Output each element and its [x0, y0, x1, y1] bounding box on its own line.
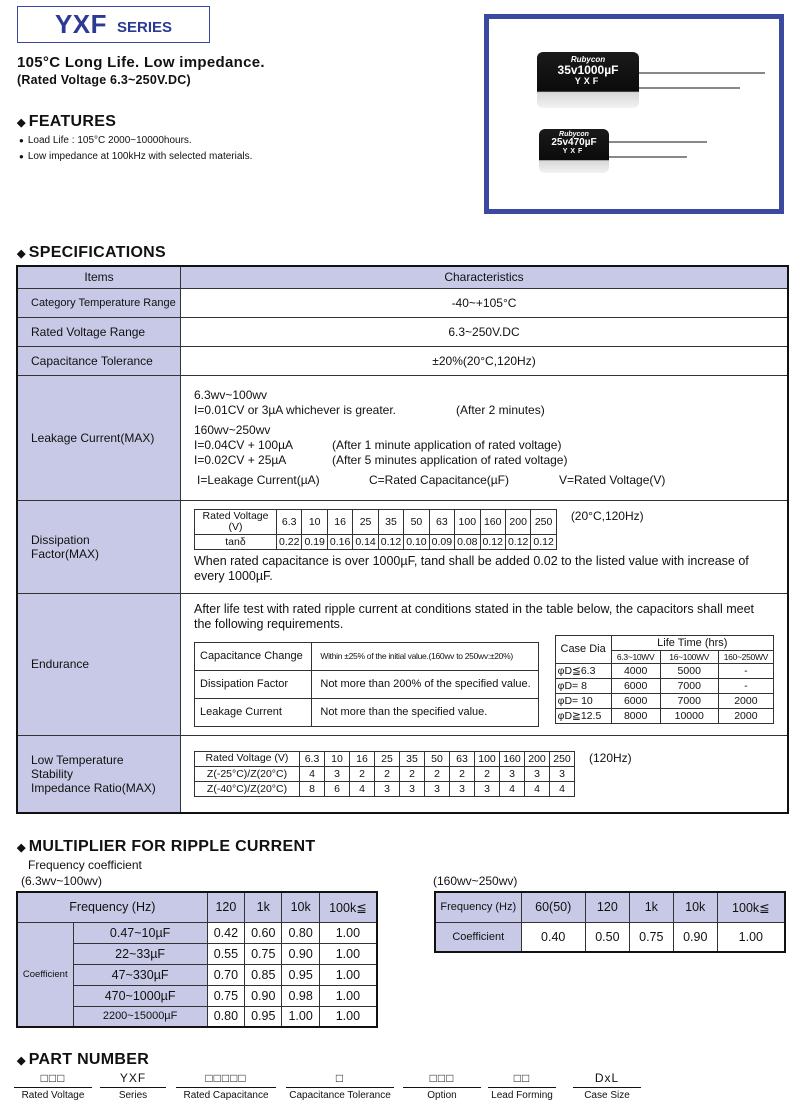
series-code: YXF	[54, 9, 108, 39]
ratio-cell: 8	[300, 781, 325, 796]
case-dia: φD= 8	[555, 678, 611, 693]
coefficient-label: Coefficient	[435, 922, 521, 952]
life-time-table	[555, 635, 774, 724]
ratio-cell: 2	[400, 766, 425, 781]
coefficient-value: 0.98	[282, 985, 319, 1006]
wv-subheader: 6.3~10WV	[611, 650, 660, 663]
leakage-group1-title: 6.3wv~100wv	[194, 387, 268, 402]
life-value: 8000	[611, 708, 660, 723]
voltage-cell: 6.3	[300, 751, 325, 766]
voltage-cell: 160	[480, 510, 505, 535]
col-items: Items	[17, 266, 181, 288]
spec-row-dissipation	[17, 500, 788, 593]
spec-header-row	[17, 266, 788, 288]
lead-wire	[607, 156, 687, 158]
bullet-icon: ●	[19, 152, 24, 161]
ratio-header: Z(-40°C)/Z(20°C)	[195, 781, 300, 796]
features-list	[19, 133, 252, 165]
voltage-cell: 50	[404, 510, 429, 535]
frequency-cell: 1k	[245, 892, 282, 922]
tand-cell: 0.09	[429, 535, 454, 550]
ratio-cell: 4	[525, 781, 550, 796]
spec-value: 6.3~250V.DC	[181, 317, 789, 346]
voltage-cell: 200	[505, 510, 530, 535]
voltage-cell: 16	[350, 751, 375, 766]
voltage-cell: 63	[450, 751, 475, 766]
tand-cell: 0.12	[378, 535, 403, 550]
spec-value: -40~+105°C	[181, 288, 789, 317]
cap-brand: Rubycon	[559, 131, 589, 138]
lead-wire	[635, 72, 765, 74]
ratio-cell: 2	[350, 766, 375, 781]
requirement-value: Within ±25% of the initial value.(160wv to 250wv:±20%)	[312, 642, 538, 670]
series-title-box	[17, 6, 210, 43]
frequency-cell: 1k	[629, 892, 673, 922]
part-code: DxL	[573, 1071, 641, 1088]
ratio-cell: 3	[500, 766, 525, 781]
leakage-note: (After 5 minutes application of rated voltage)	[332, 452, 568, 467]
part-field-rated-voltage	[14, 1071, 92, 1101]
part-code: □□□	[14, 1071, 92, 1088]
frequency-cell: 100k≦	[319, 892, 377, 922]
dissipation-content	[181, 500, 789, 593]
voltage-cell: 200	[525, 751, 550, 766]
leakage-formula: I=0.01CV or 3µA whichever is greater.	[194, 402, 397, 417]
leakage-group1-formula-line	[194, 403, 774, 418]
tand-cell: 0.08	[455, 535, 480, 550]
diamond-icon: ◆	[17, 116, 26, 129]
part-code: YXF	[100, 1071, 166, 1088]
ripple-subtitle: Frequency coefficient	[28, 858, 142, 872]
coefficient-value: 0.50	[585, 922, 629, 952]
voltage-cell: 50	[425, 751, 450, 766]
coefficient-value: 0.80	[282, 922, 319, 943]
tand-cell: 0.12	[531, 535, 556, 550]
tand-voltage-header: Rated Voltage (V)	[195, 510, 277, 535]
dissipation-note: When rated capacitance is over 1000µF, tand shall be added 0.02 to the listed value with increase of every 1000µF.	[194, 554, 749, 583]
capacitance-range: 47~330µF	[73, 964, 207, 985]
ratio-cell: 3	[375, 781, 400, 796]
tand-cell: 0.10	[404, 535, 429, 550]
voltage-cell: 16	[327, 510, 352, 535]
leakage-group2-line2	[194, 453, 774, 468]
voltage-cell: 250	[550, 751, 575, 766]
life-value: 4000	[611, 663, 660, 678]
leakage-group2-title: 160wv~250wv	[194, 422, 271, 437]
part-label: Series	[118, 1090, 148, 1101]
life-value: 5000	[660, 663, 718, 678]
ratio-cell: 6	[325, 781, 350, 796]
endurance-requirements-table	[194, 642, 539, 727]
coefficient-value: 0.42	[207, 922, 244, 943]
coefficient-value: 1.00	[319, 1006, 377, 1027]
part-label: Rated Voltage	[21, 1090, 85, 1101]
part-code: □□□	[403, 1071, 481, 1088]
voltage-cell: 250	[531, 510, 556, 535]
frequency-cell: 100k≦	[717, 892, 785, 922]
tagline: 105°C Long Life. Low impedance.	[17, 54, 265, 71]
part-code: □	[286, 1071, 394, 1088]
leakage-legend	[194, 473, 774, 488]
feature-item	[19, 149, 252, 165]
spec-row	[17, 317, 788, 346]
endurance-content	[181, 593, 789, 735]
life-value: 10000	[660, 708, 718, 723]
ratio-cell: 3	[325, 766, 350, 781]
spec-row-endurance	[17, 593, 788, 735]
features-heading	[17, 113, 116, 131]
ripple-table-high-voltage	[434, 891, 786, 953]
capacitor-small-image	[539, 129, 609, 173]
ratio-cell: 2	[375, 766, 400, 781]
requirement-item: Leakage Current	[195, 698, 312, 726]
ratio-cell: 4	[500, 781, 525, 796]
ratio-cell: 4	[550, 781, 575, 796]
tand-table	[194, 509, 557, 550]
coefficient-value: 0.75	[207, 985, 244, 1006]
requirement-item: Dissipation Factor	[195, 670, 312, 698]
coefficient-value: 1.00	[319, 922, 377, 943]
leakage-note: (After 1 minute application of rated voltage)	[332, 437, 562, 452]
part-field-rated-capacitance	[176, 1071, 276, 1101]
leakage-formula: I=0.04CV + 100µA	[194, 437, 293, 452]
spec-row	[17, 288, 788, 317]
legend-i: I=Leakage Current(µA)	[197, 472, 320, 487]
ripple-table1-range: (6.3wv~100wv)	[21, 874, 103, 888]
frequency-header: Frequency (Hz)	[17, 892, 207, 922]
spec-row-low-temp	[17, 735, 788, 813]
diamond-icon: ◆	[17, 841, 26, 854]
feature-text: Load Life : 105°C 2000~10000hours.	[27, 135, 192, 146]
legend-v: V=Rated Voltage(V)	[559, 472, 666, 487]
specifications-heading	[17, 244, 166, 262]
case-dia: φD≧12.5	[555, 708, 611, 723]
specifications-title: SPECIFICATIONS	[28, 244, 167, 261]
series-word: SERIES	[117, 18, 173, 36]
tand-cell: 0.12	[505, 535, 530, 550]
low-temp-label: Impedance Ratio(MAX)	[31, 780, 156, 795]
low-temp-label: Low Temperature	[31, 752, 124, 767]
leakage-group2-line1	[194, 438, 774, 453]
frequency-cell: 10k	[673, 892, 717, 922]
coefficient-value: 1.00	[319, 985, 377, 1006]
product-photo	[484, 14, 784, 214]
ripple-table2-range: (160wv~250wv)	[433, 874, 518, 888]
diamond-icon: ◆	[17, 1054, 26, 1067]
impedance-ratio-table	[194, 751, 575, 797]
coefficient-value: 1.00	[282, 1006, 319, 1027]
coefficient-value: 0.85	[245, 964, 282, 985]
coefficient-label: Coefficient	[17, 922, 73, 1027]
coefficient-value: 1.00	[319, 943, 377, 964]
part-number-title: PART NUMBER	[28, 1051, 150, 1068]
lead-wire	[635, 87, 740, 89]
specifications-table	[16, 265, 789, 814]
coefficient-value: 0.90	[673, 922, 717, 952]
diamond-icon: ◆	[17, 247, 26, 260]
part-code: □□	[488, 1071, 556, 1088]
part-label: Case Size	[584, 1090, 630, 1101]
life-value: 7000	[660, 678, 718, 693]
spec-label: Capacitance Tolerance	[17, 346, 181, 375]
tand-cell: 0.12	[480, 535, 505, 550]
lead-wire	[607, 141, 707, 143]
endurance-intro: After life test with rated ripple current at conditions stated in the table below, the capacitors shall meet the following requirements.	[194, 601, 755, 631]
coefficient-value: 1.00	[717, 922, 785, 952]
tand-header: tanδ	[195, 535, 277, 550]
frequency-cell: 60(50)	[521, 892, 585, 922]
capacitance-range: 0.47~10µF	[73, 922, 207, 943]
ratio-cell: 3	[525, 766, 550, 781]
spec-label	[17, 735, 181, 813]
col-characteristics: Characteristics	[181, 266, 789, 288]
part-label: Option	[427, 1090, 457, 1101]
tand-cell: 0.22	[277, 535, 302, 550]
ratio-cell: 3	[425, 781, 450, 796]
capacitance-range: 470~1000µF	[73, 985, 207, 1006]
ratio-cell: 4	[350, 781, 375, 796]
part-field-series	[100, 1071, 166, 1101]
life-value: 2000	[718, 708, 773, 723]
life-value: 6000	[611, 693, 660, 708]
coefficient-value: 0.95	[282, 964, 319, 985]
voltage-cell: 160	[500, 751, 525, 766]
features-title: FEATURES	[28, 113, 117, 130]
voltage-cell: 25	[375, 751, 400, 766]
spec-label	[17, 500, 181, 593]
dissipation-label: Dissipation Factor(MAX)	[31, 532, 100, 561]
wv-subheader: 16~100WV	[660, 650, 718, 663]
voltage-cell: 35	[378, 510, 403, 535]
voltage-cell: 100	[475, 751, 500, 766]
dissipation-condition: (20°C,120Hz)	[570, 509, 644, 523]
leakage-note: (After 2 minutes)	[456, 402, 545, 417]
ratio-cell: 3	[400, 781, 425, 796]
coefficient-value: 0.90	[245, 985, 282, 1006]
life-value: 6000	[611, 678, 660, 693]
case-dia-header: Case Dia	[555, 635, 611, 663]
requirement-item: Capacitance Change	[195, 642, 312, 670]
low-temp-label: Stability	[31, 766, 74, 781]
coefficient-value: 0.95	[245, 1006, 282, 1027]
tand-cell: 0.14	[353, 535, 378, 550]
leakage-formula: I=0.02CV + 25µA	[194, 452, 287, 467]
coefficient-value: 0.75	[245, 943, 282, 964]
capacitor-large-image	[537, 52, 639, 108]
subtagline: (Rated Voltage 6.3~250V.DC)	[17, 73, 191, 87]
feature-text: Low impedance at 100kHz with selected materials.	[27, 151, 253, 162]
cap-series: YXF	[562, 148, 586, 155]
coefficient-value: 0.55	[207, 943, 244, 964]
frequency-cell: 120	[585, 892, 629, 922]
part-field-lead-forming	[488, 1071, 556, 1101]
coefficient-value: 0.60	[245, 922, 282, 943]
leakage-content	[181, 375, 789, 500]
coefficient-value: 0.80	[207, 1006, 244, 1027]
part-label: Capacitance Tolerance	[289, 1090, 391, 1101]
ripple-table-low-voltage	[16, 891, 378, 1028]
voltage-cell: 63	[429, 510, 454, 535]
spec-label: Rated Voltage Range	[17, 317, 181, 346]
ratio-cell: 2	[425, 766, 450, 781]
ratio-cell: 3	[550, 766, 575, 781]
ripple-title: MULTIPLIER FOR RIPPLE CURRENT	[28, 838, 316, 855]
ratio-header: Z(-25°C)/Z(20°C)	[195, 766, 300, 781]
voltage-cell: 6.3	[277, 510, 302, 535]
spec-row-leakage	[17, 375, 788, 500]
case-dia: φD= 10	[555, 693, 611, 708]
frequency-header: Frequency (Hz)	[435, 892, 521, 922]
legend-c: C=Rated Capacitance(µF)	[369, 472, 509, 487]
frequency-cell: 10k	[282, 892, 319, 922]
requirement-value: Not more than the specified value.	[312, 698, 538, 726]
part-field-case-size	[573, 1071, 641, 1101]
voltage-cell: 25	[353, 510, 378, 535]
bullet-icon: ●	[19, 136, 24, 145]
part-number-heading	[17, 1051, 149, 1069]
part-label: Lead Forming	[491, 1090, 553, 1101]
coefficient-value: 1.00	[319, 964, 377, 985]
ratio-cell: 4	[300, 766, 325, 781]
voltage-header: Rated Voltage (V)	[195, 751, 300, 766]
wv-subheader: 160~250WV	[718, 650, 773, 663]
voltage-cell: 35	[400, 751, 425, 766]
part-label: Rated Capacitance	[183, 1090, 269, 1101]
life-value: -	[718, 678, 773, 693]
coefficient-value: 0.70	[207, 964, 244, 985]
spec-label: Endurance	[17, 593, 181, 735]
ratio-cell: 2	[450, 766, 475, 781]
requirement-value: Not more than 200% of the specified value.	[312, 670, 538, 698]
ratio-cell: 3	[475, 781, 500, 796]
coefficient-value: 0.90	[282, 943, 319, 964]
voltage-cell: 100	[455, 510, 480, 535]
cap-brand: Rubycon	[570, 55, 606, 64]
life-time-header: Life Time (hrs)	[611, 635, 773, 650]
coefficient-value: 0.40	[521, 922, 585, 952]
part-code: □□□□□	[176, 1071, 276, 1088]
part-field-capacitance-tolerance	[286, 1071, 394, 1101]
coefficient-value: 0.75	[629, 922, 673, 952]
ratio-cell: 3	[450, 781, 475, 796]
life-value: 7000	[660, 693, 718, 708]
voltage-cell: 10	[302, 510, 327, 535]
cap-marking: 25v470µF	[551, 137, 597, 148]
frequency-cell: 120	[207, 892, 244, 922]
case-dia: φD≦6.3	[555, 663, 611, 678]
tand-cell: 0.16	[327, 535, 352, 550]
low-temp-condition: (120Hz)	[589, 750, 632, 765]
spec-label: Category Temperature Range	[17, 288, 181, 317]
spec-label: Leakage Current(MAX)	[17, 375, 181, 500]
spec-value: ±20%(20°C,120Hz)	[181, 346, 789, 375]
feature-item	[19, 133, 252, 149]
capacitance-range: 2200~15000µF	[73, 1006, 207, 1027]
tand-cell: 0.19	[302, 535, 327, 550]
ratio-cell: 2	[475, 766, 500, 781]
part-field-option	[403, 1071, 481, 1101]
life-value: -	[718, 663, 773, 678]
ripple-heading	[17, 838, 315, 856]
cap-series: YXF	[574, 76, 602, 86]
voltage-cell: 10	[325, 751, 350, 766]
life-value: 2000	[718, 693, 773, 708]
cap-marking: 35v1000µF	[557, 63, 619, 77]
low-temp-content	[181, 735, 789, 813]
capacitance-range: 22~33µF	[73, 943, 207, 964]
spec-row	[17, 346, 788, 375]
